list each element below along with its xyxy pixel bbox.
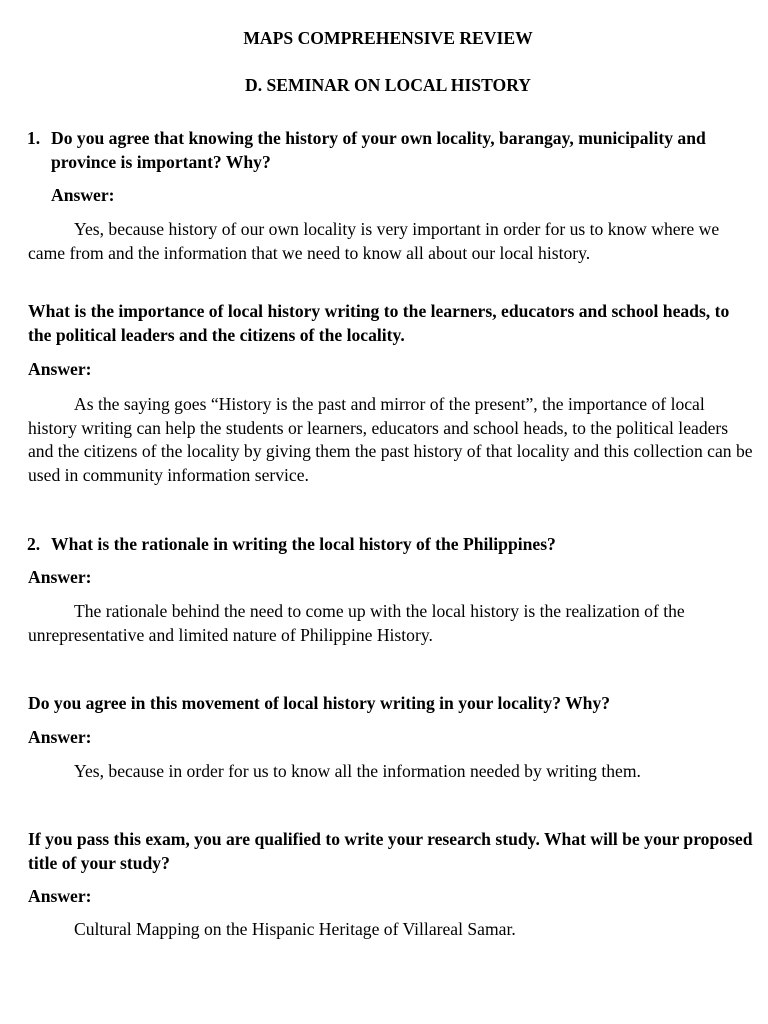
question-3-answer-label: Answer: <box>28 886 92 906</box>
question-1b-text: What is the importance of local history writing to the learners, educators and school heads, to the political leaders and the citizens of the locality. <box>28 301 730 345</box>
question-2-answer: The rationale behind the need to come up with the local history is the realization of the unrepresentative and limited nature of Philippine History. <box>28 601 685 645</box>
question-3-answer: Cultural Mapping on the Hispanic Heritage of Villareal Samar. <box>74 919 516 939</box>
question-2-number: 2. <box>27 534 41 554</box>
question-2b-text: Do you agree in this movement of local history writing in your locality? Why? <box>28 693 611 713</box>
question-1-answer-label: Answer: <box>51 185 115 205</box>
question-3-text: If you pass this exam, you are qualified to write your research study. What will be your proposed title of your study? <box>28 829 753 873</box>
document-subtitle: D. SEMINAR ON LOCAL HISTORY <box>245 75 531 95</box>
question-2b-answer: Yes, because in order for us to know all the information needed by writing them. <box>74 761 641 781</box>
question-1-number: 1. <box>27 128 41 148</box>
question-1-text: Do you agree that knowing the history of your own locality, barangay, municipality and province is important? Why? <box>51 128 706 172</box>
question-1b-answer: As the saying goes “History is the past and mirror of the present”, the importance of local history writing can help the students or learners, educators and school heads, to the political leaders and the citizens of the locality by giving them the past history of that locality and this collection can be used in community information service. <box>28 394 753 485</box>
question-2-answer-label: Answer: <box>28 567 92 587</box>
question-2-text: What is the rationale in writing the local history of the Philippines? <box>51 534 556 554</box>
question-2b-answer-label: Answer: <box>28 727 92 747</box>
question-1-answer: Yes, because history of our own locality is very important in order for us to know where we came from and the information that we need to know all about our local history. <box>28 219 720 263</box>
question-1b-answer-label: Answer: <box>28 359 92 379</box>
document-title: MAPS COMPREHENSIVE REVIEW <box>243 28 533 48</box>
